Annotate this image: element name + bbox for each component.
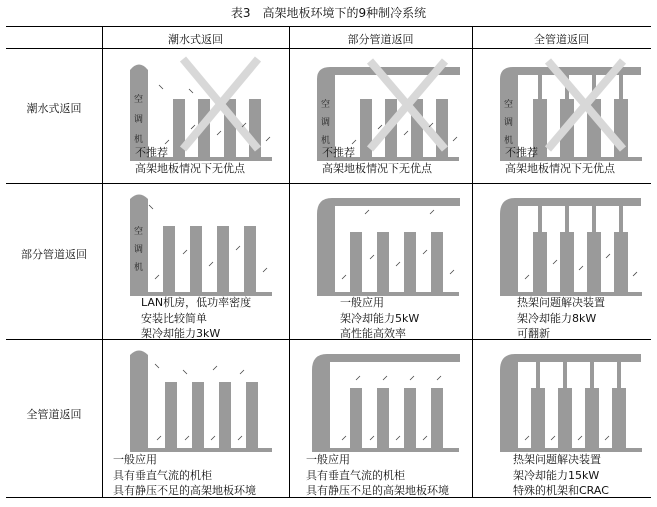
row-header-partial-duct: 部分管道返回 xyxy=(21,248,87,261)
cell-notes: 不推荐 高架地板情况下无优点 xyxy=(322,146,432,175)
cell-r3-c3 xyxy=(473,340,651,497)
unit-label-char: 机 xyxy=(134,135,144,145)
table-caption: 表3 高架地板环境下的9种制冷系统 xyxy=(230,6,427,20)
unit-label-char: 调 xyxy=(504,118,514,128)
cell-notes: 一般应用 具有垂直气流的机柜 具有静压不足的高架地板环境 xyxy=(113,453,256,497)
cell-notes: 一般应用 架冷却能力5kW 高性能高效率 xyxy=(340,296,420,340)
unit-label-char: 空 xyxy=(321,100,331,110)
cell-r2-c3 xyxy=(473,184,651,339)
cell-r1-c3 xyxy=(473,49,651,183)
unit-label-char: 空 xyxy=(504,100,514,110)
unit-label-char: 空 xyxy=(134,95,144,105)
unit-label-char: 调 xyxy=(134,115,144,125)
column-header-partial-duct: 部分管道返回 xyxy=(347,33,414,46)
cell-notes: 热架问题解决装置 架冷却能力15kW 特殊的机架和CRAC xyxy=(513,453,609,497)
cell-notes: 不推荐 高架地板情况下无优点 xyxy=(135,146,245,175)
cooling-systems-table xyxy=(6,26,651,498)
cell-notes: 热架问题解决装置 架冷却能力8kW 可翻新 xyxy=(517,296,605,340)
cell-r1-c2 xyxy=(290,49,472,183)
cell-notes: 不推荐 高架地板情况下无优点 xyxy=(505,146,615,175)
unit-label-char: 空 xyxy=(134,227,144,237)
unit-label-char: 调 xyxy=(321,118,331,128)
cell-r3-c1 xyxy=(103,340,289,497)
unit-label-char: 机 xyxy=(321,136,331,146)
unit-label-char: 机 xyxy=(134,263,144,273)
unit-label-char: 调 xyxy=(134,245,144,255)
cell-r3-c2 xyxy=(290,340,472,497)
column-header-flooded: 潮水式返回 xyxy=(168,33,223,46)
cell-r1-c1 xyxy=(103,49,289,183)
cell-notes: LAN机房，低功率密度 安装比较简单 架冷却能力3kW xyxy=(141,296,252,340)
cell-notes: 一般应用 具有垂直气流的机柜 具有静压不足的高架地板环境 xyxy=(306,453,449,497)
cell-r2-c2 xyxy=(290,184,472,339)
row-header-flooded: 潮水式返回 xyxy=(26,102,82,115)
row-header-full-duct: 全管道返回 xyxy=(26,408,82,421)
column-header-full-duct: 全管道返回 xyxy=(534,33,589,46)
cell-r2-c1 xyxy=(103,184,289,339)
unit-label-char: 机 xyxy=(504,136,514,146)
